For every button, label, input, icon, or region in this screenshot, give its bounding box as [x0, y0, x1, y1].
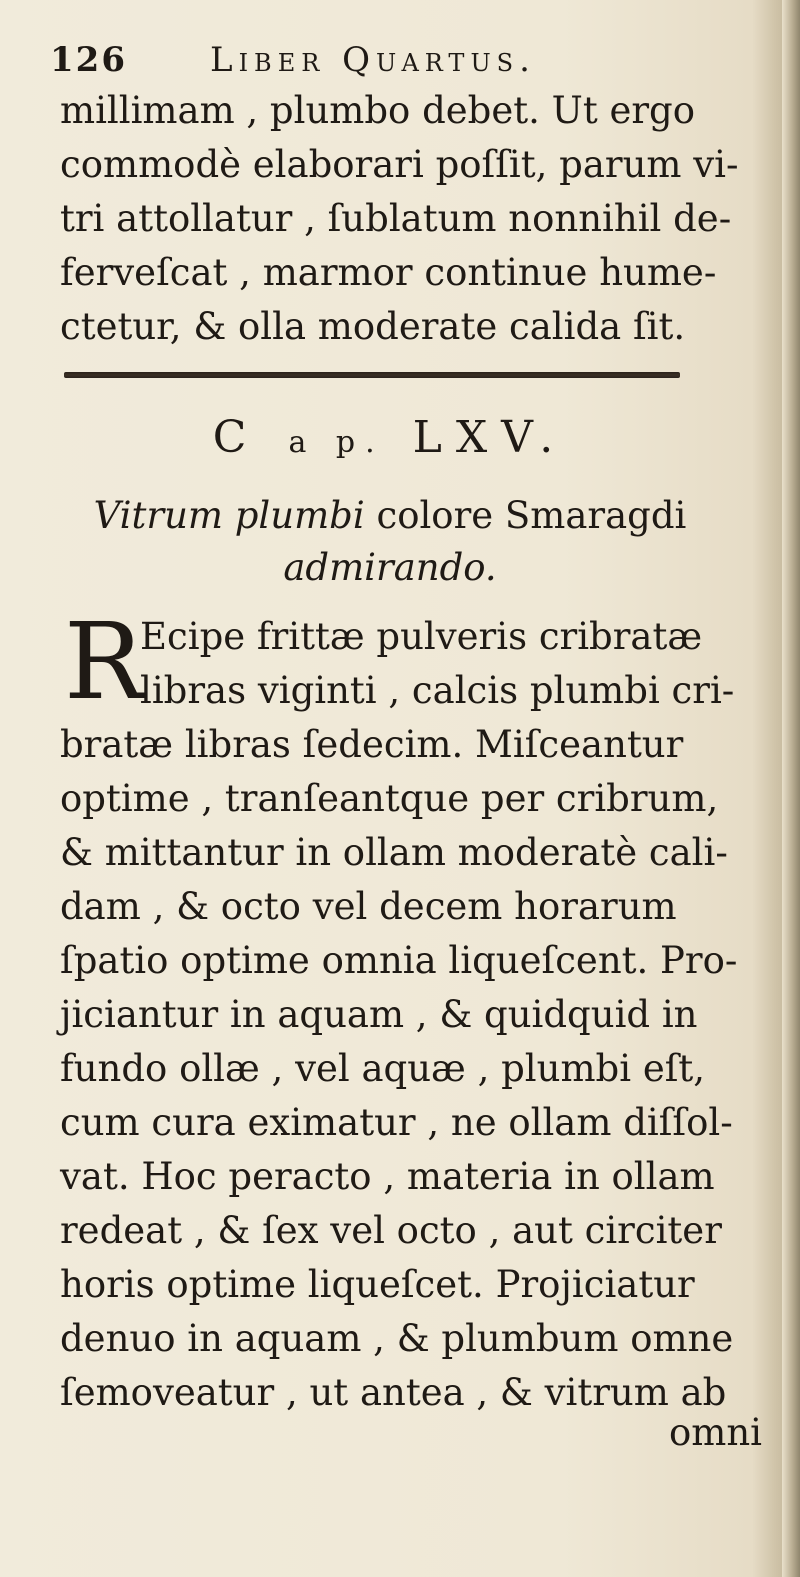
- section-rule: [64, 372, 680, 378]
- text-line: dam , & octo vel decem horarum: [60, 885, 677, 928]
- text-line: fundo ollæ , vel aquæ , plumbi eſt,: [60, 1047, 706, 1090]
- text-line: commodè elaborari poſſit, parum vi-: [60, 143, 739, 186]
- running-head: [50, 28, 750, 88]
- page-gutter-shadow: [782, 0, 800, 1577]
- chapter-heading-initial: C: [212, 412, 261, 463]
- text-line: ctetur, & olla moderate calida ſit.: [60, 305, 686, 348]
- text-line: & mittantur in ollam moderatè cali-: [60, 831, 728, 874]
- chapter-heading-abbrev: a p.: [288, 425, 385, 460]
- text-line: vat. Hoc peracto , materia in ollam: [60, 1155, 715, 1198]
- text-line: optime , tranſeantque per cribrum,: [60, 777, 719, 820]
- drop-cap: R: [64, 600, 144, 723]
- text-line: ſpatio optime omnia liqueſcent. Pro-: [60, 939, 738, 982]
- text-line: jiciantur in aquam , & quidquid in: [60, 993, 698, 1036]
- chapter-heading: [0, 412, 780, 463]
- paragraph-main: [60, 600, 780, 1420]
- chapter-subtitle-italic: Vitrum plumbi: [93, 494, 365, 537]
- text-line: libras viginti , calcis plumbi cri-: [140, 669, 735, 712]
- chapter-subtitle-line2: admirando.: [283, 546, 497, 589]
- text-line: cum cura eximatur , ne ollam diſſol-: [60, 1101, 733, 1144]
- text-line: millimam , plumbo debet. Ut ergo: [60, 89, 695, 132]
- running-title: Liber Quartus.: [210, 40, 536, 80]
- chapter-subtitle-roman: colore Smaragdi: [376, 494, 687, 537]
- page-number: 126: [50, 40, 127, 80]
- text-line: horis optime liqueſcet. Projiciatur: [60, 1263, 695, 1306]
- paragraph-top: [60, 84, 780, 354]
- chapter-subtitle-line: [0, 490, 780, 542]
- text-line: bratæ libras ſedecim. Miſceantur: [60, 723, 684, 766]
- text-line: Ecipe frittæ pulveris cribratæ: [140, 615, 703, 658]
- text-line: ferveſcat , marmor continue hume-: [60, 251, 717, 294]
- text-line: ſemoveatur , ut antea , & vitrum ab: [60, 1371, 727, 1414]
- chapter-heading-number: LXV.: [412, 412, 568, 463]
- chapter-subtitle: [0, 490, 780, 594]
- catchword: omni: [668, 1411, 762, 1454]
- text-line: tri attollatur , ſublatum nonnihil de-: [60, 197, 732, 240]
- text-line: redeat , & ſex vel octo , aut circiter: [60, 1209, 722, 1252]
- text-line: denuo in aquam , & plumbum omne: [60, 1317, 734, 1360]
